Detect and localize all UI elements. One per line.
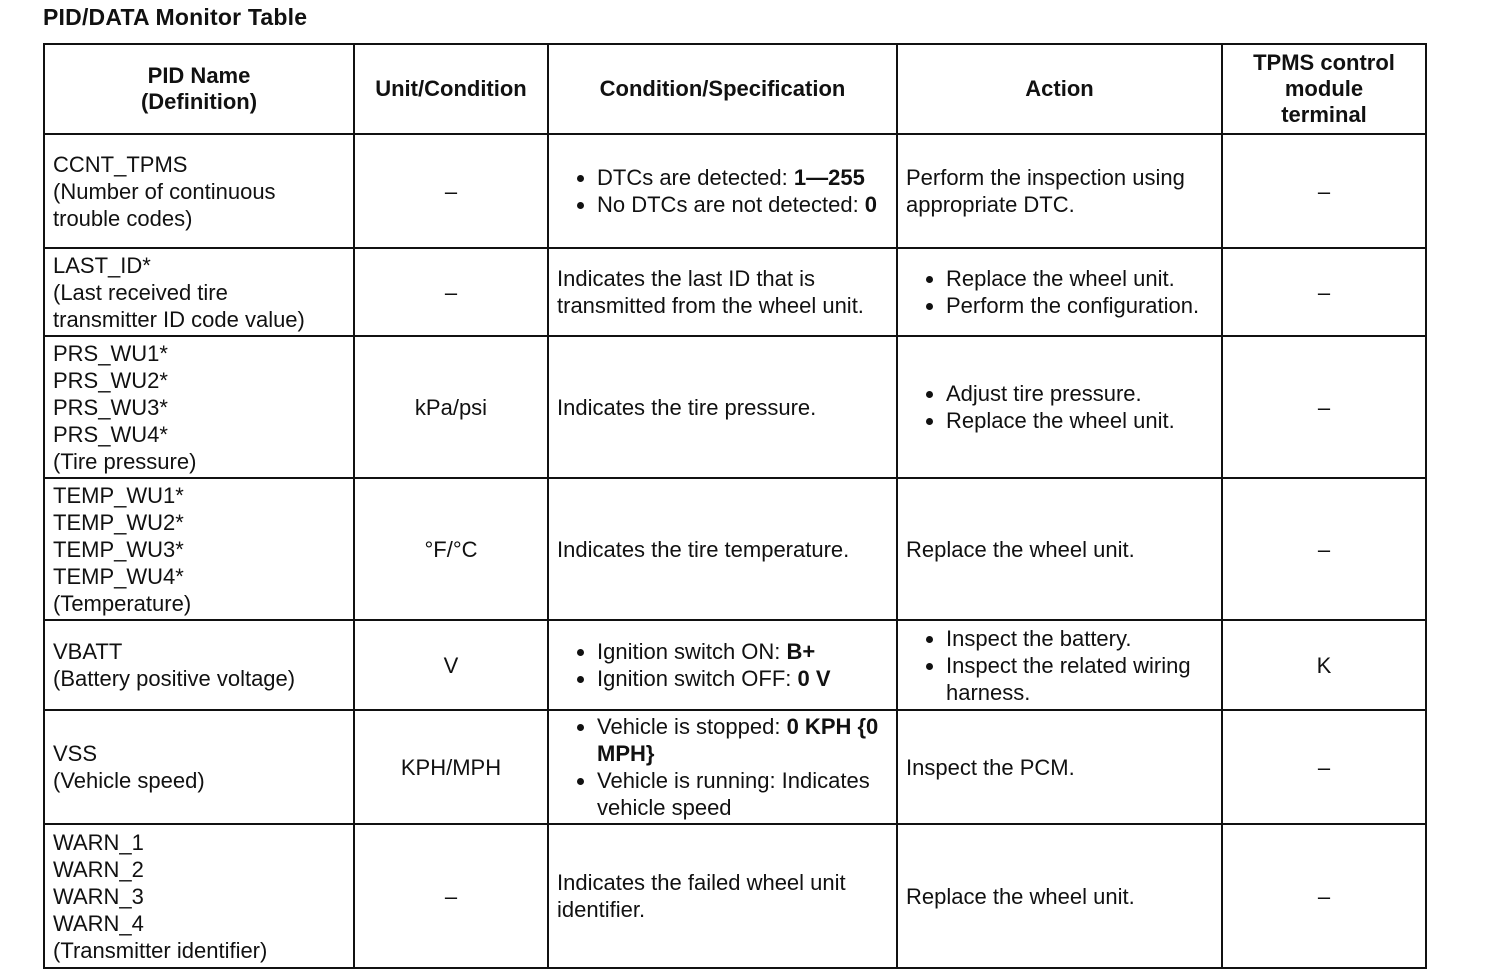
- pid-name-line: (Tire pressure): [53, 448, 197, 474]
- pid-name-cell: [44, 824, 354, 968]
- header-condition-specification: Condition/Specification: [548, 44, 897, 134]
- pid-name-line: WARN_1: [53, 829, 144, 855]
- specification-value: 1—255: [793, 165, 865, 190]
- pid-name-line: (Transmitter identifier): [53, 937, 268, 963]
- specification-text: DTCs are detected:: [597, 165, 794, 190]
- specification-text: Ignition switch ON:: [597, 639, 787, 664]
- terminal-cell: –: [1222, 710, 1426, 824]
- specification-item: [597, 164, 888, 191]
- action-cell: Replace the wheel unit.: [897, 824, 1222, 968]
- specification-text: Vehicle is stopped:: [597, 714, 787, 739]
- action-list: [906, 380, 1213, 434]
- header-pid-name: PID Name (Definition): [44, 44, 354, 134]
- specification-cell: Indicates the tire temperature.: [548, 478, 897, 620]
- pid-name-line: TEMP_WU3*: [53, 536, 184, 562]
- table-row: [44, 478, 1426, 620]
- specification-list: [557, 638, 888, 692]
- pid-name-line: VSS: [53, 741, 98, 766]
- pid-name-line: PRS_WU3*: [53, 394, 168, 420]
- action-cell: [897, 248, 1222, 336]
- action-list: [906, 625, 1213, 706]
- pid-name-line: (Number of continuous: [53, 178, 276, 204]
- pid-name-line: (Temperature): [53, 590, 192, 616]
- page-title: PID/DATA Monitor Table: [43, 4, 308, 30]
- pid-name-line: (Vehicle speed): [53, 768, 205, 793]
- pid-name-line: TEMP_WU4*: [53, 563, 184, 589]
- specification-cell: Indicates the failed wheel unit identifier.: [548, 824, 897, 968]
- terminal-cell: –: [1222, 248, 1426, 336]
- action-cell: [897, 336, 1222, 478]
- pid-name-line: PRS_WU2*: [53, 367, 168, 393]
- unit-cell: °F/°C: [354, 478, 548, 620]
- pid-name-cell: [44, 134, 354, 248]
- terminal-cell: –: [1222, 336, 1426, 478]
- pid-name-line: trouble codes): [53, 205, 193, 231]
- pid-name-cell: [44, 336, 354, 478]
- header-row: [44, 44, 1426, 134]
- action-item: • Replace the wheel unit.: [946, 407, 1213, 434]
- specification-item: [597, 191, 888, 218]
- pid-name-cell: [44, 248, 354, 336]
- specification-value: B+: [786, 639, 816, 664]
- terminal-cell: –: [1222, 134, 1426, 248]
- specification-item: [597, 638, 888, 665]
- specification-cell: Indicates the last ID that is transmitted from the wheel unit.: [548, 248, 897, 336]
- terminal-cell: K: [1222, 620, 1426, 710]
- header-action: Action: [897, 44, 1222, 134]
- action-list: [906, 265, 1213, 319]
- unit-cell: V: [354, 620, 548, 710]
- specification-value: 0: [864, 192, 878, 217]
- unit-cell: –: [354, 248, 548, 336]
- unit-cell: kPa/psi: [354, 336, 548, 478]
- table-row: [44, 134, 1426, 248]
- unit-cell: KPH/MPH: [354, 710, 548, 824]
- specification-cell: [548, 620, 897, 710]
- action-item: • Inspect the battery.: [946, 625, 1213, 652]
- table-row: [44, 336, 1426, 478]
- header-unit-condition: Unit/Condition: [354, 44, 548, 134]
- pid-name-line: WARN_3: [53, 883, 144, 909]
- action-cell: Inspect the PCM.: [897, 710, 1222, 824]
- unit-cell: –: [354, 134, 548, 248]
- pid-name-line: WARN_4: [53, 910, 144, 936]
- pid-name-cell: [44, 478, 354, 620]
- pid-monitor-table: [43, 43, 1427, 969]
- pid-name-line: transmitter ID code value): [53, 306, 305, 332]
- specification-text: Vehicle is running: Indicates vehicle speed: [597, 768, 870, 820]
- specification-item: [597, 767, 888, 821]
- specification-list: [557, 713, 888, 821]
- table-row: [44, 710, 1426, 824]
- specification-item: [597, 713, 888, 767]
- terminal-cell: –: [1222, 478, 1426, 620]
- pid-name-line: TEMP_WU1*: [53, 482, 184, 508]
- pid-name-line: WARN_2: [53, 856, 144, 882]
- table-row: [44, 824, 1426, 968]
- unit-cell: –: [354, 824, 548, 968]
- pid-name-line: (Last received tire: [53, 279, 228, 305]
- specification-cell: Indicates the tire pressure.: [548, 336, 897, 478]
- specification-item: [597, 665, 888, 692]
- pid-name-line: TEMP_WU2*: [53, 509, 184, 535]
- action-cell: [897, 620, 1222, 710]
- pid-name-line: (Battery positive voltage): [53, 666, 296, 691]
- specification-value: 0 V: [797, 666, 831, 691]
- pid-name-line: CCNT_TPMS: [53, 151, 188, 177]
- specification-cell: [548, 134, 897, 248]
- action-item: • Inspect the related wiring harness.: [946, 652, 1213, 706]
- pid-name-line: LAST_ID*: [53, 252, 151, 278]
- pid-name-line: PRS_WU4*: [53, 421, 168, 447]
- specification-cell: [548, 710, 897, 824]
- action-item: • Adjust tire pressure.: [946, 380, 1213, 407]
- specification-text: No DTCs are not detected:: [597, 192, 865, 217]
- pid-name-cell: [44, 710, 354, 824]
- pid-name-line: PRS_WU1*: [53, 340, 168, 366]
- table-row: [44, 248, 1426, 336]
- pid-name-line: VBATT: [53, 639, 123, 664]
- action-item: • Replace the wheel unit.: [946, 265, 1213, 292]
- specification-text: Ignition switch OFF:: [597, 666, 798, 691]
- table-row: [44, 620, 1426, 710]
- pid-name-cell: [44, 620, 354, 710]
- action-cell: Replace the wheel unit.: [897, 478, 1222, 620]
- terminal-cell: –: [1222, 824, 1426, 968]
- header-terminal: TPMS control module terminal: [1222, 44, 1426, 134]
- specification-value: 0 KPH {0 MPH}: [597, 714, 879, 766]
- action-item: • Perform the configuration.: [946, 292, 1213, 319]
- specification-list: [557, 164, 888, 218]
- action-cell: Perform the inspection using appropriate DTC.: [897, 134, 1222, 248]
